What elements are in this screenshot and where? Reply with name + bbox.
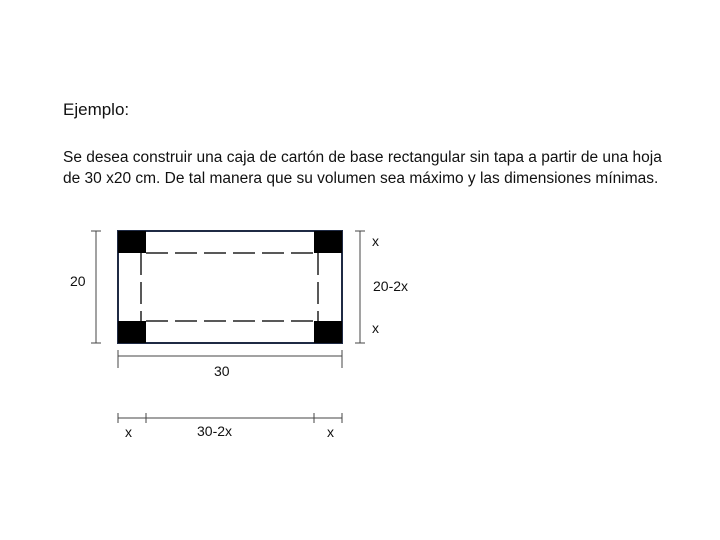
cardboard-sheet: [118, 231, 342, 343]
corner-square-top-left: [118, 231, 146, 253]
corner-square-bottom-left: [118, 321, 146, 343]
right-cut-label: x: [327, 424, 334, 440]
corner-square-bottom-right: [314, 321, 342, 343]
height-dimension: [91, 231, 101, 343]
left-cut-label: x: [125, 424, 132, 440]
corner-top-label: x: [372, 233, 379, 249]
width-label: 30: [214, 363, 230, 379]
corner-square-top-right: [314, 231, 342, 253]
inner-width-label: 30-2x: [197, 423, 233, 439]
cut-dimension: [118, 413, 342, 423]
width-dimension: [118, 350, 342, 368]
inner-height-label: 20-2x: [373, 278, 409, 294]
problem-statement: Se desea construir una caja de cartón de base rectangular sin tapa a partir de una hoja de 30 x20 cm. De tal manera que su volumen sea máximo y las dimensiones mínimas.: [63, 149, 662, 187]
inner-height-dimension: [355, 231, 365, 343]
corner-bottom-label: x: [372, 320, 379, 336]
fold-lines: [141, 253, 318, 321]
heading: Ejemplo:: [63, 100, 130, 119]
height-label: 20: [70, 273, 86, 289]
